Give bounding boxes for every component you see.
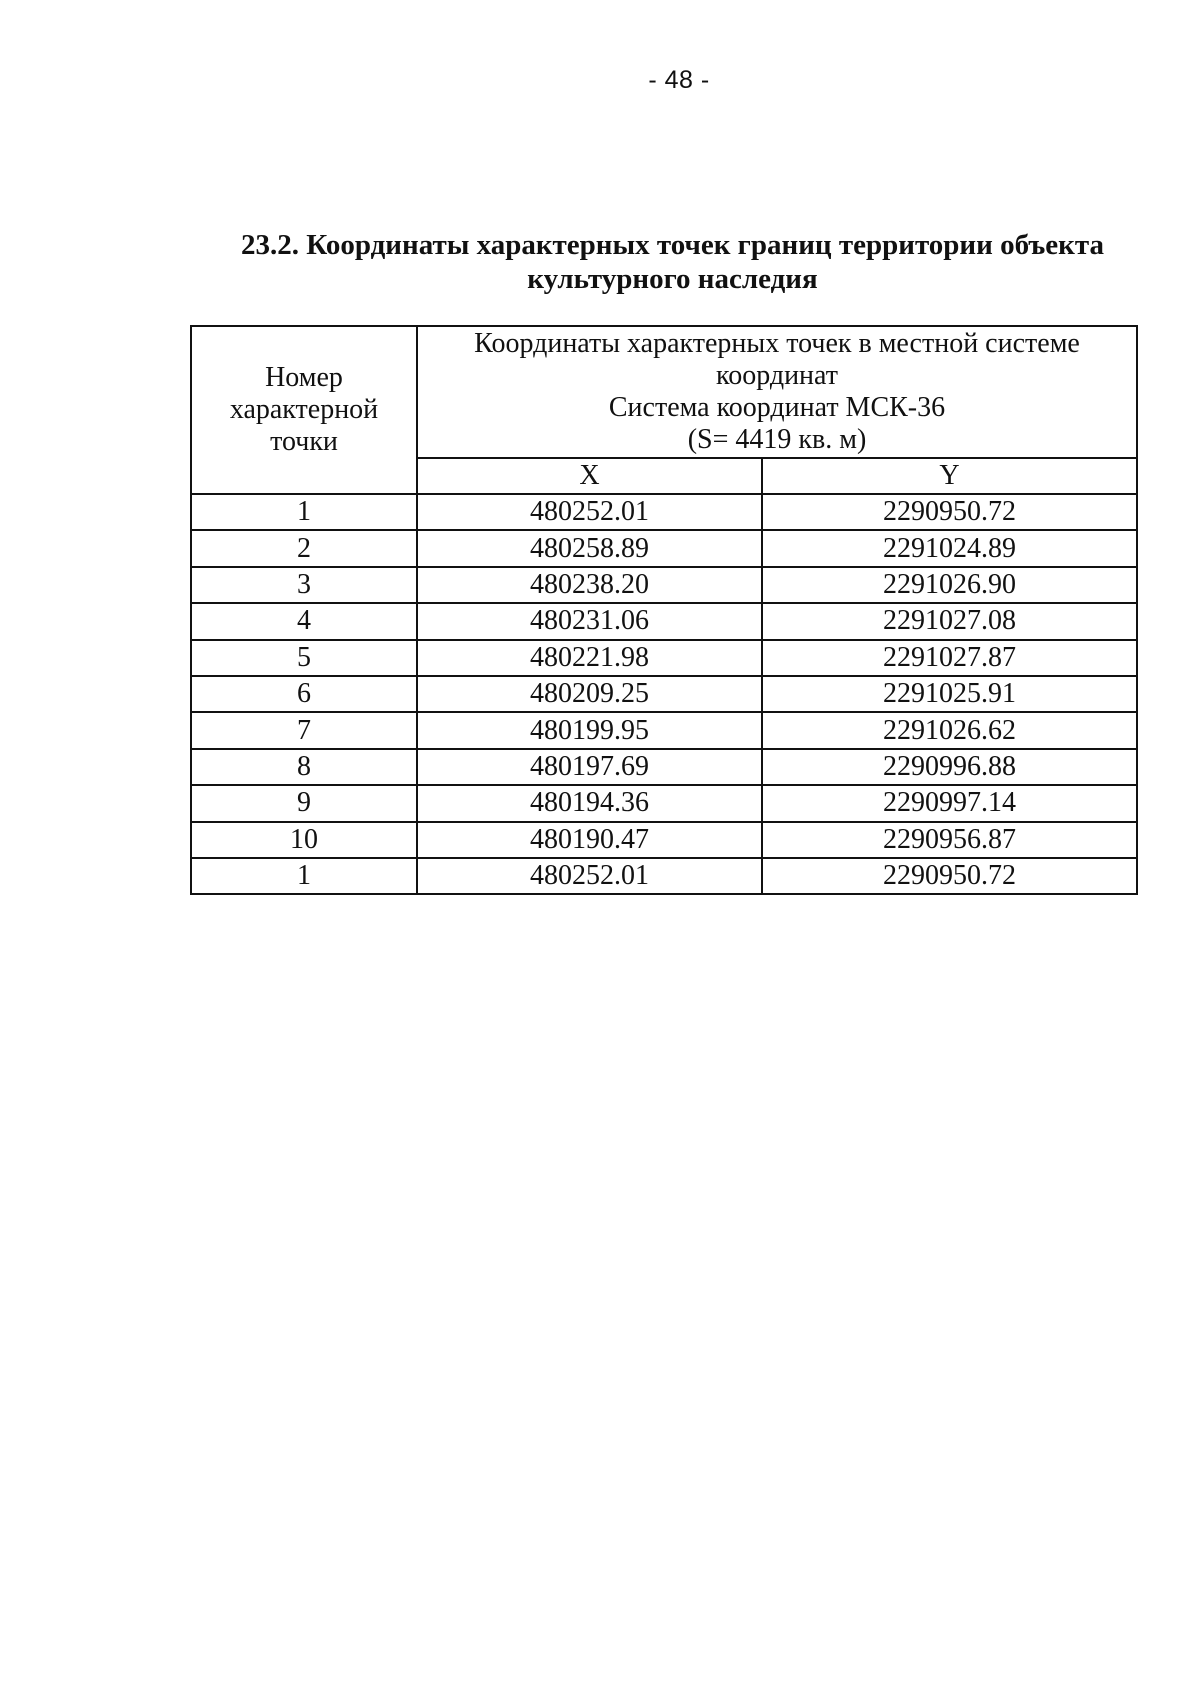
point-number-cell: 1 xyxy=(191,858,417,894)
table-row xyxy=(191,640,1137,676)
table-header-row xyxy=(191,326,1137,458)
point-number-cell: 5 xyxy=(191,640,417,676)
page-number: - 48 - xyxy=(648,66,710,94)
y-coordinate-cell: 2290996.88 xyxy=(762,749,1137,785)
coordinates-header-line: Система координат МСК-36 xyxy=(608,392,946,423)
y-coordinate-cell: 2290956.87 xyxy=(762,822,1137,858)
x-coordinate-cell: 480252.01 xyxy=(417,494,762,530)
y-coordinate-cell: 2291027.08 xyxy=(762,603,1137,639)
x-coordinate-cell: 480194.36 xyxy=(417,785,762,821)
coordinates-group-header xyxy=(417,326,1137,458)
point-number-header xyxy=(191,326,417,494)
point-number-header-line: точки xyxy=(270,426,338,457)
coordinates-header-line: (S= 4419 кв. м) xyxy=(687,424,867,455)
point-number-cell: 1 xyxy=(191,494,417,530)
table-row xyxy=(191,749,1137,785)
y-coordinate-cell: 2291024.89 xyxy=(762,530,1137,566)
y-coordinate-cell: 2291026.62 xyxy=(762,712,1137,748)
section-title-line-1: 23.2. Координаты характерных точек границ территории объекта xyxy=(241,229,1104,261)
table-row xyxy=(191,530,1137,566)
point-number-cell: 7 xyxy=(191,712,417,748)
point-number-cell: 4 xyxy=(191,603,417,639)
y-column-header: Y xyxy=(762,458,1137,494)
point-number-header-line: Номер xyxy=(265,362,343,393)
x-column-header: X xyxy=(417,458,762,494)
y-coordinate-cell: 2291026.90 xyxy=(762,567,1137,603)
point-number-cell: 3 xyxy=(191,567,417,603)
point-number-cell: 8 xyxy=(191,749,417,785)
point-number-cell: 2 xyxy=(191,530,417,566)
table-row xyxy=(191,712,1137,748)
x-coordinate-cell: 480238.20 xyxy=(417,567,762,603)
coordinates-table xyxy=(190,325,1138,895)
section-title-line-2: культурного наследия xyxy=(527,263,818,295)
x-coordinate-cell: 480199.95 xyxy=(417,712,762,748)
table-row xyxy=(191,494,1137,530)
x-coordinate-cell: 480190.47 xyxy=(417,822,762,858)
point-number-cell: 6 xyxy=(191,676,417,712)
section-title xyxy=(190,228,1155,296)
y-coordinate-cell: 2290950.72 xyxy=(762,494,1137,530)
table-row xyxy=(191,603,1137,639)
point-number-cell: 10 xyxy=(191,822,417,858)
point-number-header-line: характерной xyxy=(229,394,379,425)
x-coordinate-cell: 480221.98 xyxy=(417,640,762,676)
coordinates-header-line: координат xyxy=(716,360,838,391)
y-coordinate-cell: 2291027.87 xyxy=(762,640,1137,676)
x-coordinate-cell: 480252.01 xyxy=(417,858,762,894)
coordinates-header-line: Координаты характерных точек в местной системе xyxy=(474,328,1080,359)
point-number-cell: 9 xyxy=(191,785,417,821)
table-row xyxy=(191,858,1137,894)
x-coordinate-cell: 480209.25 xyxy=(417,676,762,712)
table-row xyxy=(191,567,1137,603)
table-row xyxy=(191,676,1137,712)
y-coordinate-cell: 2290950.72 xyxy=(762,858,1137,894)
table-row xyxy=(191,822,1137,858)
x-coordinate-cell: 480197.69 xyxy=(417,749,762,785)
table-row xyxy=(191,785,1137,821)
x-coordinate-cell: 480258.89 xyxy=(417,530,762,566)
x-coordinate-cell: 480231.06 xyxy=(417,603,762,639)
y-coordinate-cell: 2291025.91 xyxy=(762,676,1137,712)
y-coordinate-cell: 2290997.14 xyxy=(762,785,1137,821)
